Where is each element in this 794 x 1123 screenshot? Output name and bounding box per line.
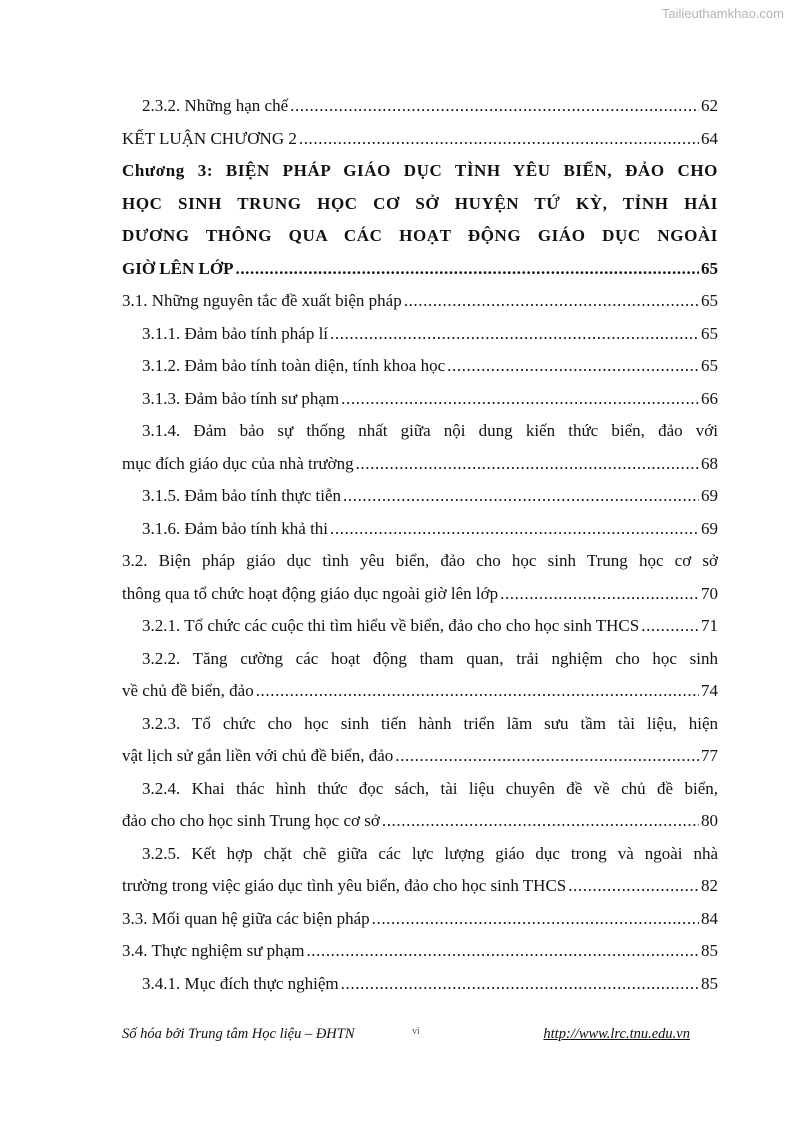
toc-title-line-2: thông qua tổ chức hoạt động giáo dục ngoài giờ lên lớp [122,583,499,603]
toc-page: 80 [701,811,718,830]
toc-page: 68 [701,453,718,473]
toc-title-line-2: trường trong việc giáo dục tình yêu biển, đảo cho học sinh THCS [122,876,567,895]
toc-title: 3.1.3. Đảm bảo tính sư phạm [142,388,340,408]
leader-dots [500,578,699,611]
leader-dots [568,870,699,903]
toc-entry-3-1-3[interactable] [122,383,718,416]
chapter-title-line-3: DƯƠNG THÔNG QUA CÁC HOẠT ĐỘNG GIÁO DỤC NGOÀI [122,226,718,245]
leader-dots [341,968,699,1001]
toc-page: 64 [701,128,718,148]
toc-page: 66 [701,388,718,408]
toc-page: 85 [701,941,718,960]
toc-page: 85 [701,973,718,993]
leader-dots [404,285,699,318]
toc-page: 70 [701,583,718,603]
toc-entry-3-1-4[interactable] [122,415,718,480]
leader-dots [343,480,699,513]
toc-title: 3.4.1. Mục đích thực nghiệm [142,973,339,993]
toc-entry-3-2-3[interactable] [122,708,718,773]
toc-page: 62 [701,96,718,115]
toc-page: 65 [701,291,718,310]
leader-dots [356,448,699,481]
toc-title: 3.4. Thực nghiệm sư phạm [122,941,305,960]
toc-entry-3-4-1[interactable] [122,968,718,1001]
toc-title: 2.3.2. Những hạn chế [142,96,289,115]
toc-page: 77 [701,746,718,765]
toc-title-line-1: 3.2.2. Tăng cường các hoạt động tham quan, trải nghiệm cho học sinh [142,648,718,668]
toc-title-line-1: 3.2. Biện pháp giáo dục tình yêu biển, đảo cho học sinh Trung học cơ sở [122,551,718,570]
toc-page: 82 [701,876,718,895]
leader-dots [395,740,699,773]
toc-entry-3-2-2[interactable] [122,643,718,708]
toc-page: 65 [701,258,718,278]
leader-dots [290,90,699,123]
toc-title-line-1: 3.1.4. Đảm bảo sự thống nhất giữa nội dung kiến thức biển, đảo với [142,421,718,440]
leader-dots [306,935,699,968]
toc-title: 3.3. Mối quan hệ giữa các biện pháp [122,908,370,928]
toc-entry-3-1-5[interactable] [122,480,718,513]
toc-page: 65 [701,323,718,343]
toc-entry-3-3[interactable] [122,903,718,936]
toc-entry-3-1-2[interactable] [122,350,718,383]
toc-page: 65 [701,356,718,375]
leader-dots [256,675,699,708]
toc-title: 3.1.2. Đảm bảo tính toàn diện, tính khoa học [142,356,446,375]
toc-entry-3-4[interactable] [122,935,718,968]
toc-title: 3.1. Những nguyên tắc đề xuất biện pháp [122,291,402,310]
toc-entry-3-2-4[interactable] [122,773,718,838]
toc-title-line-2: vật lịch sử gắn liền với chủ đề biển, đảo [122,746,394,765]
leader-dots [330,318,699,351]
toc-page: 71 [701,616,718,635]
toc-page: 84 [701,908,718,928]
toc-entry-3-2[interactable] [122,545,718,610]
toc-title: 3.1.1. Đảm bảo tính pháp lí [142,323,329,343]
toc-title-line-1: 3.2.5. Kết hợp chặt chẽ giữa các lực lượng giáo dục trong và ngoài nhà [142,843,718,863]
toc-page: 74 [701,681,718,700]
table-of-contents [122,90,718,1000]
toc-title-line-2: về chủ đề biển, đảo [122,681,254,700]
chapter-title-line-2: HỌC SINH TRUNG HỌC CƠ SỞ HUYỆN TỨ KỲ, TỈNH HẢI [122,193,718,213]
toc-title: KẾT LUẬN CHƯƠNG 2 [122,128,297,148]
leader-dots [382,805,699,838]
leader-dots [235,253,699,286]
chapter-title-line-1: Chương 3: BIỆN PHÁP GIÁO DỤC TÌNH YÊU BIỂN, ĐẢO CHO [122,161,718,180]
toc-entry-3-2-1[interactable] [122,610,718,643]
toc-entry-3-1-6[interactable] [122,513,718,546]
toc-title-line-1: 3.2.3. Tổ chức cho học sinh tiến hành triển lãm sưu tầm tài liệu, hiện [142,713,718,733]
footer-link[interactable]: http://www.lrc.tnu.edu.vn [543,1026,690,1042]
toc-entry-2-3-2[interactable] [122,90,718,123]
toc-entry-3-2-5[interactable] [122,838,718,903]
watermark: Tailieuthamkhao.com [661,6,784,21]
toc-title: 3.1.5. Đảm bảo tính thực tiễn [142,486,342,505]
leader-dots [341,383,699,416]
leader-dots [447,350,699,383]
leader-dots [372,903,699,936]
toc-entry-ket-luan-chuong-2[interactable] [122,123,718,156]
chapter-title-line-4: GIỜ LÊN LỚP [122,258,234,278]
leader-dots [330,513,699,546]
toc-title-line-2: đảo cho cho học sinh Trung học cơ sở [122,811,380,830]
toc-entry-3-1-1[interactable] [122,318,718,351]
leader-dots [299,123,699,156]
toc-page: 69 [701,518,718,538]
footer-publisher: Số hóa bởi Trung tâm Học liệu – ĐHTN [122,1026,355,1042]
toc-title: 3.2.1. Tổ chức các cuộc thi tìm hiểu về biển, đảo cho cho học sinh THCS [142,616,640,635]
toc-title-line-1: 3.2.4. Khai thác hình thức đọc sách, tài liệu chuyên đề về chủ đề biển, [142,778,718,798]
leader-dots [641,610,699,643]
toc-page: 69 [701,486,718,505]
toc-entry-chapter-3[interactable] [122,155,718,285]
footer-page-number: vi [412,1026,420,1037]
toc-title-line-2: mục đích giáo dục của nhà trường [122,453,354,473]
toc-title: 3.1.6. Đảm bảo tính khả thi [142,518,329,538]
toc-entry-3-1[interactable] [122,285,718,318]
